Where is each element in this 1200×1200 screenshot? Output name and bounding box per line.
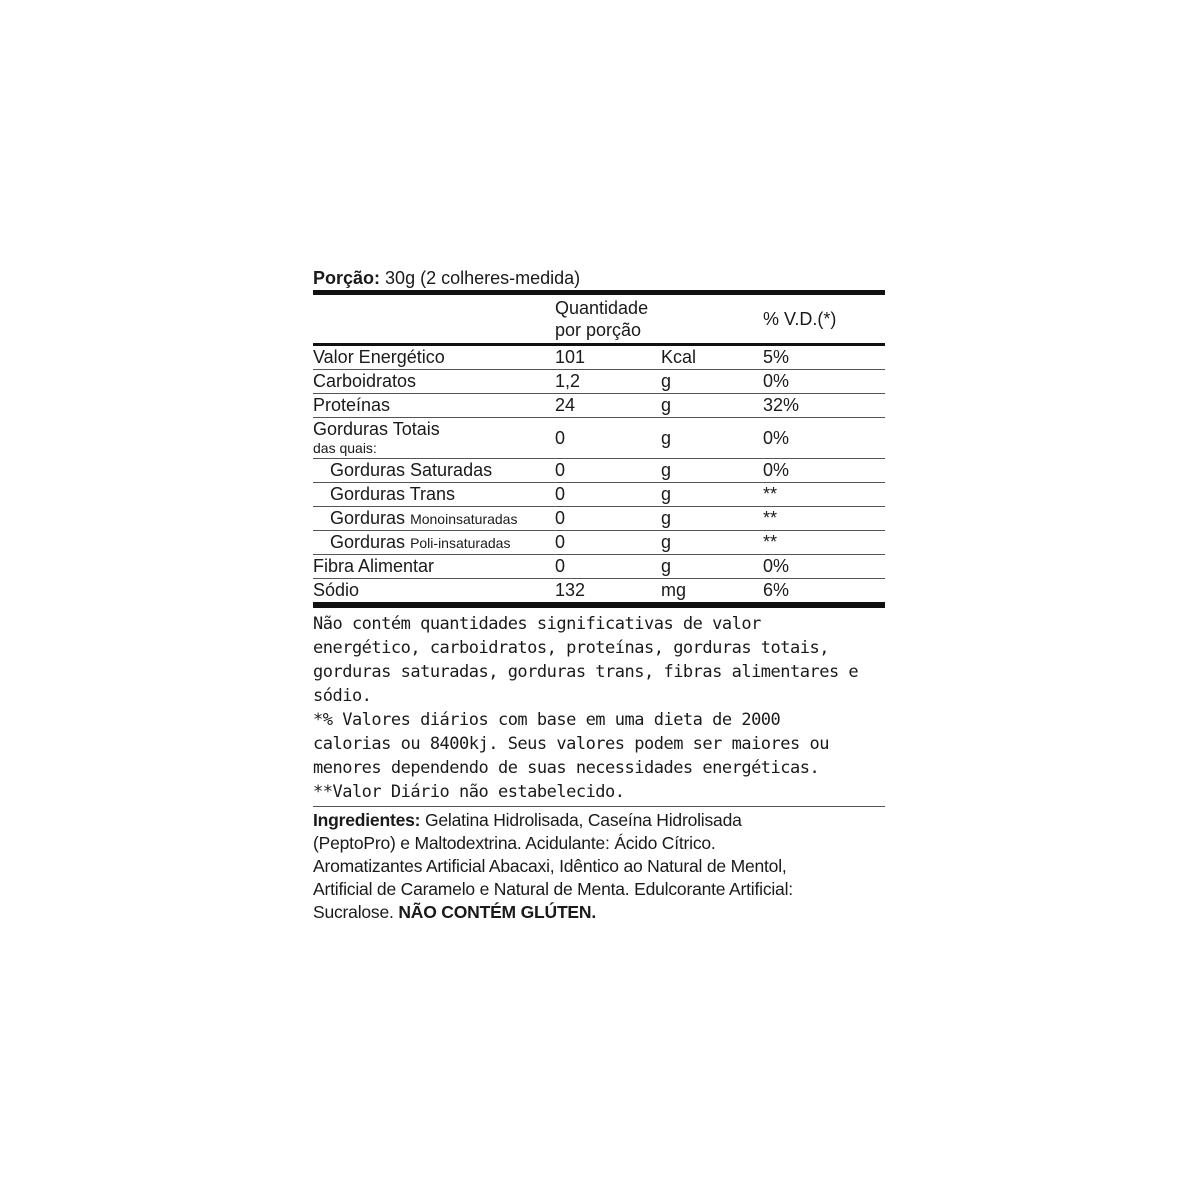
nutrient-unit: g — [661, 395, 672, 415]
portion-label: Porção: — [313, 268, 381, 288]
nutrient-qty: 0 — [555, 532, 566, 552]
gluten-free-statement: NÃO CONTÉM GLÚTEN. — [398, 902, 597, 922]
nutrient-name-detail: Poli-insaturadas — [410, 535, 511, 551]
nutrient-dv: 0% — [763, 428, 790, 448]
nutrient-name: Gorduras Trans — [330, 484, 456, 504]
nutrient-unit: g — [661, 484, 672, 504]
nutrient-name: Gorduras — [330, 508, 406, 528]
nutrient-qty: 0 — [555, 556, 566, 576]
nutrient-name: Gorduras Totais — [313, 419, 440, 439]
ingredients-text: Gelatina Hidrolisada, Caseína Hidrolisada — [424, 810, 742, 830]
nutrient-dv: 6% — [763, 580, 790, 600]
ingredients-block — [313, 807, 885, 924]
nutrient-qty: 132 — [555, 580, 586, 600]
nutrient-name: Fibra Alimentar — [313, 556, 435, 576]
quantity-header-line1: Quantidade — [555, 298, 649, 318]
nutrient-unit: mg — [661, 580, 687, 600]
ingredients-line: Aromatizantes Artificial Abacaxi, Idêntico ao Natural de Mentol, — [313, 856, 787, 876]
footnote-line: *% Valores diários com base em uma dieta de 2000 — [313, 710, 781, 730]
nutrient-dv: ** — [763, 532, 778, 552]
nutrient-qty: 101 — [555, 347, 586, 367]
nutrient-name: Gorduras — [330, 532, 406, 552]
table-row — [313, 507, 885, 530]
ingredients-label: Ingredientes: — [313, 810, 421, 830]
table-row — [313, 459, 885, 482]
nutrient-dv: ** — [763, 508, 778, 528]
nutrient-unit: g — [661, 460, 672, 480]
table-row — [313, 370, 885, 393]
footnote-line: **Valor Diário não estabelecido. — [313, 782, 625, 802]
nutrient-qty: 1,2 — [555, 371, 581, 391]
footnote-line: sódio. — [313, 686, 372, 706]
nutrient-name-block — [313, 531, 510, 555]
ingredients-line: Artificial de Caramelo e Natural de Menta. Edulcorante Artificial: — [313, 879, 793, 899]
nutrient-name: Valor Energético — [313, 347, 445, 367]
footnote-line: energético, carboidratos, proteínas, gorduras totais, — [313, 638, 829, 658]
nutrient-name-detail: Monoinsaturadas — [410, 511, 518, 527]
footnote-line: calorias ou 8400kj. Seus valores podem ser maiores ou — [313, 734, 829, 754]
nutrient-dv: ** — [763, 484, 778, 504]
nutrient-name: Gorduras Saturadas — [330, 460, 493, 480]
nutrient-qty: 24 — [555, 395, 576, 415]
quantity-header — [555, 297, 648, 341]
footnote-line: Não contém quantidades significativas de valor — [313, 614, 761, 634]
table-row — [313, 483, 885, 506]
nutrient-dv: 0% — [763, 460, 790, 480]
nutrient-unit: g — [661, 428, 672, 448]
nutrient-qty: 0 — [555, 428, 566, 448]
nutrient-name: Sódio — [313, 580, 360, 600]
nutrient-qty: 0 — [555, 484, 566, 504]
nutrient-unit: g — [661, 532, 672, 552]
footnotes — [313, 608, 885, 806]
nutrition-label — [313, 266, 885, 924]
nutrient-unit: g — [661, 371, 672, 391]
nutrient-subnote: das quais: — [313, 440, 377, 456]
portion-line — [313, 266, 885, 290]
table-row — [313, 555, 885, 578]
footnote-line: menores dependendo de suas necessidades energéticas. — [313, 758, 820, 778]
ingredients-text: Sucralose. — [313, 902, 394, 922]
nutrient-unit: Kcal — [661, 347, 697, 367]
nutrient-dv: 0% — [763, 371, 790, 391]
nutrient-name-block — [313, 507, 517, 531]
nutrient-name: Carboidratos — [313, 371, 417, 391]
dv-header: % V.D.(*) — [763, 309, 837, 329]
table-header — [313, 295, 885, 343]
nutrient-dv: 5% — [763, 347, 790, 367]
nutrient-name-block — [313, 418, 440, 456]
nutrient-unit: g — [661, 508, 672, 528]
table-row — [313, 531, 885, 554]
nutrient-unit: g — [661, 556, 672, 576]
nutrient-name: Proteínas — [313, 395, 391, 415]
nutrient-dv: 0% — [763, 556, 790, 576]
portion-value: 30g (2 colheres-medida) — [385, 268, 581, 288]
footnote-line: gorduras saturadas, gorduras trans, fibras alimentares e — [313, 662, 859, 682]
nutrient-dv: 32% — [763, 395, 800, 415]
nutrient-qty: 0 — [555, 460, 566, 480]
table-row — [313, 418, 885, 458]
table-row — [313, 394, 885, 417]
quantity-header-line2: por porção — [555, 320, 642, 340]
ingredients-line — [313, 901, 885, 924]
nutrient-qty: 0 — [555, 508, 566, 528]
ingredients-line: (PeptoPro) e Maltodextrina. Acidulante: Ácido Cítrico. — [313, 833, 716, 853]
ingredients-line — [313, 809, 885, 832]
table-row — [313, 346, 885, 369]
table-row — [313, 579, 885, 602]
